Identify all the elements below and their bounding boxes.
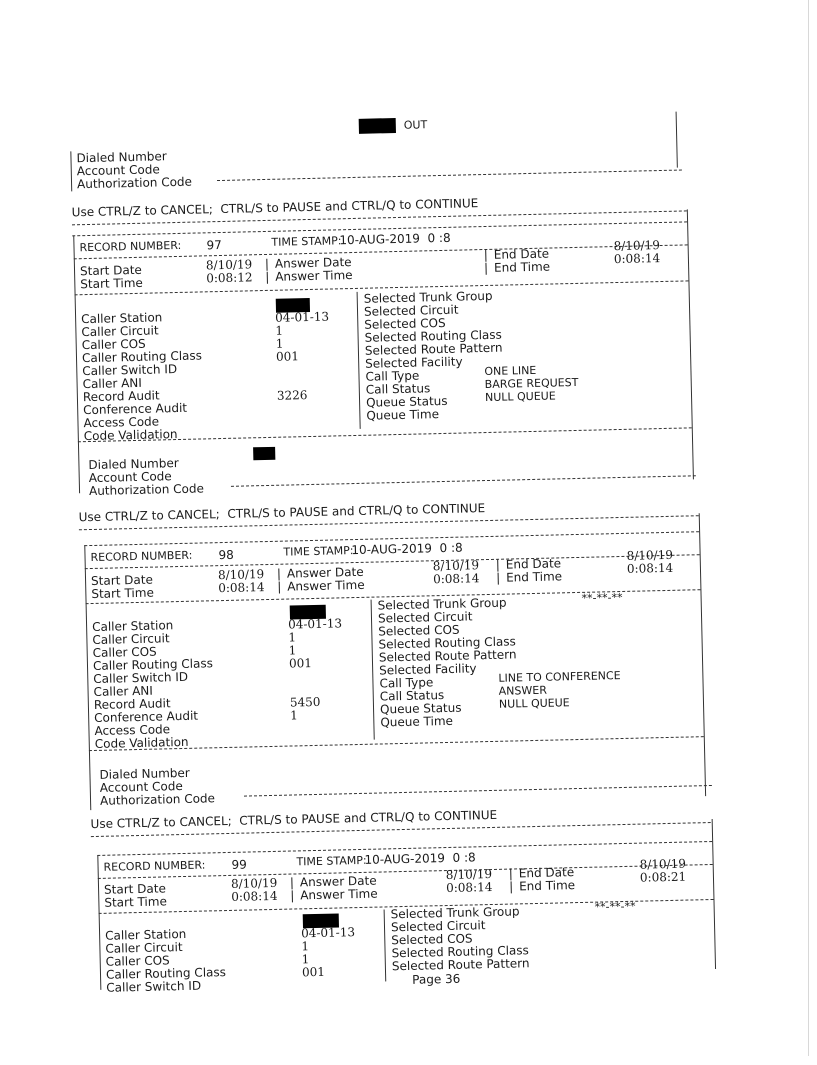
- caller-cos-value: 1: [301, 952, 310, 967]
- end-time-label: End Time: [505, 569, 563, 585]
- record-number-value: 97: [206, 237, 222, 253]
- end-time-label: End Time: [493, 259, 551, 275]
- start-date-label: Start Date: [79, 262, 143, 279]
- conference-audit-label: Conference Audit: [83, 400, 188, 418]
- record-audit-label: Record Audit: [93, 696, 171, 712]
- start-date-value: 8/10/19: [205, 257, 253, 273]
- border-line: [70, 151, 72, 191]
- time-stamp-value: 10-AUG-2019 0 :8: [351, 540, 463, 558]
- caller-routing-class-label: Caller Routing Class: [105, 965, 227, 982]
- column-separator: |: [508, 879, 514, 894]
- dialed-number-label: Dialed Number: [99, 765, 190, 782]
- answer-time-value: 0:08:14: [445, 879, 493, 896]
- authorization-code-label: Authorization Code: [99, 791, 216, 808]
- column-separator: |: [483, 247, 488, 263]
- call-status-value: ANSWER: [498, 683, 548, 698]
- column-divider: [357, 292, 361, 429]
- start-date-label: Start Date: [103, 881, 167, 897]
- record-audit-label: Record Audit: [82, 388, 160, 405]
- end-time-value: 0:08:14: [613, 251, 661, 267]
- redaction-box: [359, 118, 396, 134]
- call-type-value: ONE LINE: [484, 363, 537, 379]
- answer-time-label: Answer Time: [300, 886, 378, 903]
- answer-date-value: 8/10/19: [445, 867, 493, 883]
- caller-switch-id-label: Caller Switch ID: [93, 669, 189, 686]
- code-validation-label: Code Validation: [83, 427, 178, 444]
- caller-switch-id-label: Caller Switch ID: [82, 362, 178, 379]
- account-code-label: Account Code: [88, 469, 172, 486]
- column-separator: |: [277, 579, 282, 594]
- call-type-label: Call Type: [365, 368, 420, 384]
- answer-time-label: Answer Time: [287, 577, 365, 594]
- divider: [217, 170, 682, 182]
- end-time-value: 0:08:14: [626, 560, 674, 576]
- caller-circuit-label: Caller Circuit: [92, 631, 170, 648]
- caller-routing-class-label: Caller Routing Class: [81, 348, 203, 366]
- record-audit-value: 5450: [289, 694, 321, 710]
- caller-cos-label: Caller COS: [105, 953, 170, 969]
- start-date-value: 8/10/19: [217, 567, 265, 583]
- start-time-value: 0:08:14: [218, 580, 265, 596]
- caller-circuit-label: Caller Circuit: [81, 323, 159, 340]
- call-status-value: BARGE REQUEST: [484, 375, 579, 392]
- conference-audit-label: Conference Audit: [94, 708, 199, 725]
- end-date-value: 8/10/19: [613, 238, 661, 254]
- caller-circuit-value: 1: [301, 939, 310, 954]
- queue-time-label: Queue Time: [380, 713, 454, 730]
- divider: [244, 785, 712, 797]
- queue-status-label: Queue Status: [365, 393, 448, 410]
- selected-trunk-group-label: Selected Trunk Group: [390, 904, 520, 922]
- caller-circuit-value: 1: [288, 630, 297, 645]
- caller-circuit-value: 1: [275, 323, 284, 338]
- answer-time-label: Answer Time: [275, 268, 353, 284]
- access-code-label: Access Code: [94, 722, 171, 738]
- caller-cos-label: Caller COS: [92, 644, 157, 661]
- selected-routing-class-label: Selected Routing Class: [364, 327, 502, 345]
- record-number-label: RECORD NUMBER:: [79, 238, 182, 255]
- queue-time-label: Queue Time: [366, 407, 440, 423]
- conference-audit-value: 1: [290, 708, 298, 723]
- selected-cos-label: Selected COS: [391, 931, 473, 948]
- trunk-group-value: **-**-**: [594, 899, 636, 914]
- code-validation-label: Code Validation: [94, 734, 189, 751]
- queue-status-label: Queue Status: [379, 700, 462, 717]
- time-stamp-value: 10-AUG-2019 0 :8: [364, 850, 476, 867]
- start-date-value: 8/10/19: [230, 875, 278, 891]
- caller-ani-label: Caller ANI: [93, 683, 154, 699]
- time-stamp-label: TIME STAMP:: [283, 544, 354, 559]
- call-status-label: Call Status: [379, 688, 445, 704]
- call-type-value: LINE TO CONFERENCE: [498, 669, 621, 685]
- time-stamp-value: 10-AUG-2019 0 :8: [339, 230, 451, 248]
- end-time-label: End Time: [518, 878, 576, 894]
- end-time-value: 0:08:21: [639, 869, 687, 885]
- authorization-code-label: Authorization Code: [76, 174, 193, 192]
- border-line: [712, 819, 716, 969]
- divider: [231, 475, 696, 487]
- column-separator: |: [289, 875, 295, 890]
- border-line: [73, 235, 80, 493]
- dialed-number-label: Dialed Number: [88, 456, 179, 473]
- selected-routing-class-label: Selected Routing Class: [391, 943, 529, 961]
- end-date-label: End Date: [505, 556, 562, 572]
- border-line: [676, 112, 678, 168]
- caller-switch-id-value: 001: [301, 964, 326, 980]
- dialed-number-label: Dialed Number: [76, 149, 167, 166]
- selected-circuit-label: Selected Circuit: [390, 918, 486, 935]
- column-separator: |: [483, 260, 489, 276]
- header-label: OUT: [403, 118, 428, 132]
- record-number-label: RECORD NUMBER:: [90, 548, 193, 565]
- selected-route-pattern-label: Selected Route Pattern: [378, 647, 517, 665]
- end-date-value: 8/10/19: [639, 856, 687, 872]
- column-separator: |: [265, 269, 270, 284]
- column-separator: |: [290, 888, 295, 903]
- trunk-group-value: **-**-**: [581, 590, 623, 605]
- border-line: [97, 855, 101, 990]
- selected-trunk-group-label: Selected Trunk Group: [377, 595, 507, 613]
- end-date-value: 8/10/19: [626, 547, 674, 563]
- selected-facility-label: Selected Facility: [379, 661, 477, 678]
- column-separator: |: [508, 866, 514, 881]
- column-divider: [371, 600, 375, 740]
- time-stamp-label: TIME STAMP:: [271, 234, 342, 249]
- answer-date-label: Answer Date: [274, 255, 352, 271]
- record-number-label: RECORD NUMBER:: [103, 858, 206, 874]
- caller-ani-label: Caller ANI: [82, 375, 143, 392]
- record-audit-value: 3226: [276, 388, 308, 403]
- queue-status-value: NULL QUEUE: [498, 696, 570, 711]
- caller-station-label: Caller Station: [91, 618, 174, 635]
- account-code-label: Account Code: [99, 778, 183, 795]
- call-type-label: Call Type: [379, 675, 434, 691]
- start-time-value: 0:08:14: [231, 888, 278, 904]
- caller-station-value: 04-01-13: [300, 925, 356, 941]
- queue-status-value: NULL QUEUE: [484, 389, 556, 405]
- start-time-label: Start Time: [104, 894, 168, 910]
- instruction-line: Use CTRL/Z to CANCEL; CTRL/S to PAUSE and CTRL/Q to CONTINUE: [71, 196, 479, 220]
- call-status-label: Call Status: [365, 381, 431, 397]
- instruction-line: Use CTRL/Z to CANCEL; CTRL/S to PAUSE and CTRL/Q to CONTINUE: [78, 501, 486, 525]
- selected-route-pattern-label: Selected Route Pattern: [364, 340, 503, 358]
- column-separator: |: [276, 566, 282, 581]
- selected-circuit-label: Selected Circuit: [377, 609, 473, 626]
- end-date-label: End Date: [493, 246, 550, 262]
- column-separator: |: [264, 256, 270, 271]
- border-line: [699, 513, 706, 796]
- caller-station-value: 04-01-13: [287, 616, 343, 632]
- answer-date-value: 8/10/19: [432, 558, 480, 574]
- selected-circuit-label: Selected Circuit: [363, 302, 459, 319]
- border-line: [687, 209, 694, 479]
- answer-date-label: Answer Date: [286, 564, 364, 581]
- start-time-label: Start Time: [80, 275, 143, 292]
- start-time-value: 0:08:12: [206, 270, 253, 286]
- page-number: Page 36: [412, 971, 461, 987]
- caller-routing-class-label: Caller Routing Class: [92, 656, 214, 673]
- selected-cos-label: Selected COS: [378, 622, 460, 639]
- caller-circuit-label: Caller Circuit: [105, 940, 183, 956]
- time-stamp-label: TIME STAMP:: [296, 853, 367, 869]
- caller-station-label: Caller Station: [80, 310, 163, 327]
- selected-facility-label: Selected Facility: [365, 354, 463, 371]
- caller-station-label: Caller Station: [104, 926, 187, 943]
- answer-date-label: Answer Date: [299, 873, 377, 890]
- caller-cos-value: 1: [288, 643, 297, 658]
- account-code-label: Account Code: [76, 162, 160, 179]
- answer-time-value: 0:08:14: [432, 571, 480, 587]
- column-divider: [384, 909, 387, 981]
- access-code-label: Access Code: [83, 414, 160, 431]
- record-number-value: 99: [231, 857, 247, 872]
- selected-routing-class-label: Selected Routing Class: [378, 634, 516, 652]
- start-date-label: Start Date: [90, 572, 154, 589]
- caller-station-value: 04-01-13: [274, 309, 330, 325]
- caller-switch-id-value: 001: [275, 349, 300, 364]
- column-separator: |: [495, 557, 501, 572]
- caller-switch-id-value: 001: [288, 656, 313, 671]
- start-time-label: Start Time: [91, 585, 155, 602]
- caller-cos-value: 1: [275, 336, 284, 351]
- instruction-line: Use CTRL/Z to CANCEL; CTRL/S to PAUSE and CTRL/Q to CONTINUE: [90, 807, 498, 832]
- selected-cos-label: Selected COS: [364, 315, 446, 332]
- caller-cos-label: Caller COS: [81, 336, 146, 353]
- record-number-value: 98: [218, 547, 234, 563]
- column-separator: |: [495, 570, 501, 585]
- selected-route-pattern-label: Selected Route Pattern: [391, 956, 530, 974]
- authorization-code-label: Authorization Code: [88, 481, 205, 499]
- redaction-box: [253, 447, 275, 460]
- caller-switch-id-label: Caller Switch ID: [106, 978, 202, 995]
- selected-trunk-group-label: Selected Trunk Group: [363, 288, 493, 306]
- end-date-label: End Date: [518, 865, 575, 881]
